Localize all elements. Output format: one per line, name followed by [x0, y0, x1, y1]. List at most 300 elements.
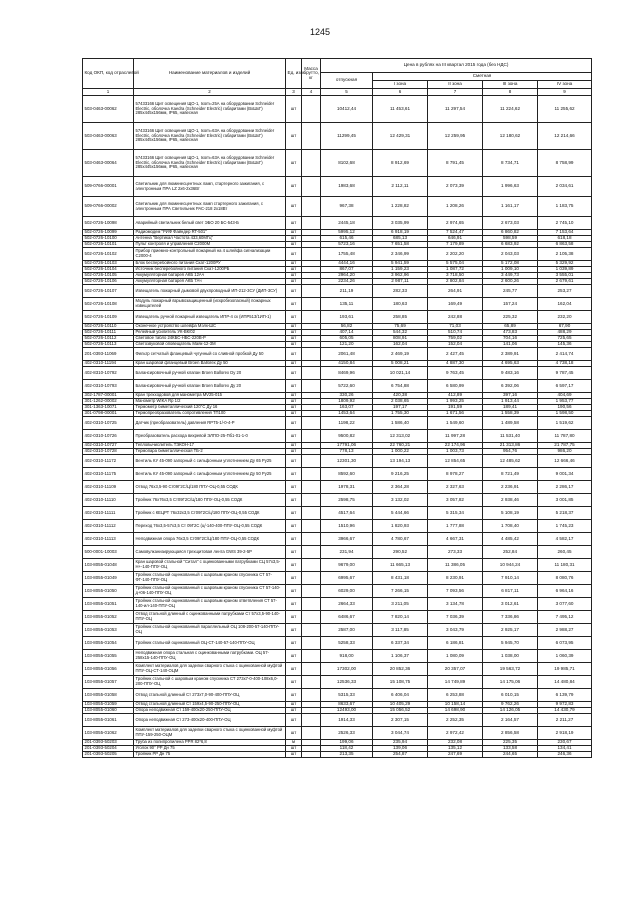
row-name: Оконечное устройство шлейфа Мэлк-ШС	[134, 324, 286, 330]
row-mass	[302, 468, 321, 481]
row-price-release: 2964,20	[321, 273, 373, 279]
table-row	[83, 494, 592, 507]
row-code: 502-0726-10101	[83, 242, 134, 248]
row-name: Тройник с КЕЦРТ 76х32х3,5 Ст09Г2С/ц/180 ППУ-ОЦ-0,55 СОДК	[134, 507, 286, 520]
row-price-zone-3: 6 392,06	[483, 380, 538, 393]
row-price-zone-4: 2 414,74	[538, 348, 592, 361]
row-price-release: 5995,12	[321, 230, 373, 236]
table-row	[83, 752, 592, 758]
row-price-zone-3: 6 683,92	[483, 242, 538, 248]
row-unit: шт	[286, 714, 302, 727]
row-price-release: 10412,44	[321, 96, 373, 123]
row-code: 103-8055-01062	[83, 727, 134, 740]
row-unit: шт	[286, 273, 302, 279]
row-price-zone-2: 22 174,96	[428, 443, 483, 449]
row-code: 402-0310-11113	[83, 533, 134, 546]
row-price-zone-4: 488,29	[538, 330, 592, 336]
row-price-zone-3: 252,84	[483, 546, 538, 559]
row-price-zone-1: 1 159,23	[373, 267, 428, 273]
row-code: 502-0726-10108	[83, 298, 134, 311]
row-unit: шт	[286, 559, 302, 572]
table-row	[83, 430, 592, 443]
row-price-release: 3966,67	[321, 533, 373, 546]
row-name: Отвод 76х3,5-90 Ст09Г2С/Ц/180 ППУ-ОЦ-0,55 СОДК	[134, 481, 286, 494]
row-price-zone-2: 7 179,89	[428, 242, 483, 248]
row-code: 502-0726-10102	[83, 248, 134, 261]
row-price-zone-4: 11 180,31	[538, 559, 592, 572]
row-price-release: 8592,60	[321, 468, 373, 481]
row-mass	[302, 150, 321, 177]
row-mass	[302, 624, 321, 637]
row-mass	[302, 248, 321, 261]
row-price-release: 12493,00	[321, 708, 373, 714]
row-price-zone-2: 7 093,56	[428, 585, 483, 598]
row-price-zone-4: 1 039,89	[538, 267, 592, 273]
row-price-zone-1: 2 112,11	[373, 177, 428, 197]
row-price-zone-1: 8 431,18	[373, 572, 428, 585]
row-name: Кран шаровой фланцевый Broen Ballorex Ду 50	[134, 361, 286, 367]
row-unit: шт	[286, 217, 302, 230]
row-code: 103-8055-01056	[83, 663, 134, 676]
row-price-zone-2: 264,91	[428, 285, 483, 298]
table-row	[83, 546, 592, 559]
row-price-zone-2: 242,88	[428, 311, 483, 324]
row-name: Аварийный светильник белый свет ЭБО 20 БС-543-Б	[134, 217, 286, 230]
row-price-zone-1: 12 313,02	[373, 430, 428, 443]
row-price-release: 2445,18	[321, 217, 373, 230]
row-price-zone-3: 6 860,82	[483, 230, 538, 236]
row-price-release: 4150,84	[321, 361, 373, 367]
row-price-zone-3: 11 224,62	[483, 96, 538, 123]
row-price-zone-3: 2 925,17	[483, 624, 538, 637]
row-price-zone-4: 1 060,39	[538, 650, 592, 663]
row-unit: шт	[286, 746, 302, 752]
row-name: Кран трехходовой для манометра MV25-015	[134, 393, 286, 399]
row-price-release: 2598,75	[321, 494, 373, 507]
col-number: 8	[483, 89, 538, 96]
row-price-zone-3: 10 944,24	[483, 559, 538, 572]
table-row	[83, 689, 592, 702]
row-price-zone-2: 12 259,95	[428, 123, 483, 150]
row-name: Тройник стальной оцинкованный параллельный ОЦ 108-200-57-140-ППУ-ОЦ	[134, 624, 286, 637]
row-price-zone-1: 808,91	[373, 336, 428, 342]
row-mass	[302, 507, 321, 520]
row-name: Термопара биметаллическая ТБ-2	[134, 449, 286, 455]
row-name: Неподвижная опора 76х3,5 Ст09Г2С/Ц/180 ППУ-ОЦ-0,55 СОДК	[134, 533, 286, 546]
row-unit: шт	[286, 285, 302, 298]
col-number: 9	[538, 89, 592, 96]
row-price-release: 6995,67	[321, 572, 373, 585]
row-price-zone-2: 3 043,79	[428, 624, 483, 637]
row-price-zone-4: 260,45	[538, 546, 592, 559]
row-mass	[302, 298, 321, 311]
row-name: Аккумуляторная батарея АКБ 12Ач	[134, 273, 286, 279]
row-price-zone-2: 2 802,84	[428, 279, 483, 285]
row-price-zone-4: 2 211,27	[538, 714, 592, 727]
row-price-zone-4: 6 139,79	[538, 689, 592, 702]
row-price-release: 199,06	[321, 740, 373, 746]
row-name: Световое табло 24КБС-НБС-220В-Р	[134, 336, 286, 342]
row-price-zone-2: 510,74	[428, 330, 483, 336]
row-price-zone-2: 14 749,89	[428, 676, 483, 689]
row-price-zone-3: 1 708,40	[483, 520, 538, 533]
row-price-release: 211,19	[321, 285, 373, 298]
col-number: 7	[428, 89, 483, 96]
row-price-zone-2: 273,33	[428, 546, 483, 559]
row-price-release: 2664,33	[321, 598, 373, 611]
row-mass	[302, 727, 321, 740]
row-price-zone-3: 2 164,57	[483, 714, 538, 727]
row-price-zone-4: 9 972,83	[538, 702, 592, 708]
row-price-zone-2: 1 087,72	[428, 267, 483, 273]
row-price-release: 9500,82	[321, 430, 373, 443]
row-price-zone-3: 3 449,73	[483, 273, 538, 279]
row-unit: шт	[286, 279, 302, 285]
row-price-release: 5722,60	[321, 380, 373, 393]
row-price-zone-3: 21 313,86	[483, 443, 538, 449]
header-name: Наименование материалов и изделий	[134, 59, 286, 89]
row-name: Неподвижная опора стальная с оцинкованными патрубками. ОЦ 57-258х15-140-ППУ-ОЦ	[134, 650, 286, 663]
row-price-zone-3: 2 043,03	[483, 248, 538, 261]
row-price-zone-2: 1 671,56	[428, 411, 483, 417]
row-price-zone-2: 4 667,31	[428, 533, 483, 546]
row-code: 502-0726-10105	[83, 273, 134, 279]
row-price-zone-1: 9 216,25	[373, 468, 428, 481]
row-price-zone-4: 4 582,17	[538, 533, 592, 546]
table-row	[83, 714, 592, 727]
row-name: Комплект материалов для заделки сварного стыка с оцинкованной муфтой ППУ-ОЦ-СТ-140-ОЦМ	[134, 663, 286, 676]
row-price-zone-1: 2 307,15	[373, 714, 428, 727]
row-price-zone-4: 4 738,18	[538, 361, 592, 367]
row-code: 502-0726-10103	[83, 261, 134, 267]
row-price-zone-1: 10 021,14	[373, 367, 428, 380]
row-price-zone-2: 6 186,81	[428, 637, 483, 650]
table-row	[83, 585, 592, 598]
row-price-zone-3: 1 009,10	[483, 267, 538, 273]
row-code: 502-0726-10104	[83, 267, 134, 273]
row-code: 502-0726-10098	[83, 217, 134, 230]
row-mass	[302, 481, 321, 494]
row-unit: шт	[286, 702, 302, 708]
row-unit: шт	[286, 242, 302, 248]
row-unit: шт	[286, 348, 302, 361]
row-price-zone-1: 685,13	[373, 236, 428, 242]
row-price-release: 2234,26	[321, 279, 373, 285]
row-name: Аккумуляторная батарея АКБ 7Ач	[134, 279, 286, 285]
row-name: Труба из полипропилена PPR 82*6,8	[134, 740, 286, 746]
row-price-zone-1: 544,32	[373, 330, 428, 336]
row-price-zone-3: 1 038,00	[483, 650, 538, 663]
row-code: 402-0310-11111	[83, 507, 134, 520]
row-price-zone-2: 646,91	[428, 236, 483, 242]
row-price-zone-4: 21 787,75	[538, 443, 592, 449]
row-unit: шт	[286, 708, 302, 714]
row-name: Светильник для люминесцентных ламп, стартерного зажигания, с электронным ПРА LZ 2х6-2х36Вт	[134, 177, 286, 197]
row-price-release: 231,94	[321, 546, 373, 559]
row-price-zone-4: 6 863,58	[538, 242, 592, 248]
row-mass	[302, 533, 321, 546]
row-price-zone-3: 5 172,08	[483, 261, 538, 267]
row-price-zone-3: 8 734,71	[483, 150, 538, 177]
row-code: 103-8055-01048	[83, 559, 134, 572]
row-price-zone-4: 7 495,12	[538, 611, 592, 624]
row-code: 402-0310-11112	[83, 520, 134, 533]
price-table	[82, 58, 592, 758]
row-price-zone-2: 1 080,09	[428, 650, 483, 663]
row-name: Опора неподвижная Ст 273-400х20-400-ППУ-ОЦ	[134, 714, 286, 727]
row-price-zone-3: 133,58	[483, 746, 538, 752]
row-price-zone-2: 2 327,63	[428, 481, 483, 494]
row-price-zone-4: 2 918,19	[538, 727, 592, 740]
table-row	[83, 727, 592, 740]
row-price-zone-4: 404,69	[538, 393, 592, 399]
row-price-zone-3: 954,76	[483, 449, 538, 455]
row-price-zone-4: 246,36	[538, 752, 592, 758]
row-price-release: 778,13	[321, 449, 373, 455]
row-code: 201-0393-11069	[83, 348, 134, 361]
row-price-zone-4: 8 758,99	[538, 150, 592, 177]
row-price-zone-1: 3 044,74	[373, 727, 428, 740]
table-row	[83, 311, 592, 324]
row-price-zone-3: 244,65	[483, 752, 538, 758]
row-price-zone-1: 12 429,31	[373, 123, 428, 150]
table-body	[83, 96, 592, 758]
row-price-zone-1: 6 337,34	[373, 637, 428, 650]
table-row	[83, 676, 592, 689]
row-price-release: 1983,68	[321, 177, 373, 197]
row-price-zone-1: 11 453,61	[373, 96, 428, 123]
row-unit: шт	[286, 449, 302, 455]
row-price-zone-4: 253,27	[538, 285, 592, 298]
row-name: Прибор приемно-контрольный пожарный на 4 шлейфа сигнализации С2000-4	[134, 248, 286, 261]
row-price-zone-4: 1 953,77	[538, 399, 592, 405]
row-mass	[302, 430, 321, 443]
row-code: 503-0463-00062	[83, 96, 134, 123]
row-price-release: 5315,33	[321, 689, 373, 702]
row-code: 201-0393-50203	[83, 740, 134, 746]
row-price-zone-3: 7 336,86	[483, 611, 538, 624]
row-price-zone-4: 1 745,23	[538, 520, 592, 533]
header-estimate: Сметная	[373, 73, 592, 81]
row-price-release: 5723,16	[321, 242, 373, 248]
table-row	[83, 663, 592, 676]
row-code: 502-0726-10106	[83, 279, 134, 285]
row-unit: шт	[286, 298, 302, 311]
row-unit: шт	[286, 689, 302, 702]
table-row	[83, 217, 592, 230]
row-unit: шт	[286, 405, 302, 411]
row-name: Отвод стальной длинный Ст 159х4,5-90-250-ППУ-ОЦ	[134, 702, 286, 708]
row-price-zone-2: 6 253,88	[428, 689, 483, 702]
row-price-zone-4: 6 073,95	[538, 637, 592, 650]
row-price-release: 967,38	[321, 197, 373, 217]
row-name: Датчик (преобразователь) давления RPT5-1/-0-4-Р	[134, 417, 286, 430]
header-unit: Ед. изм.	[286, 59, 302, 89]
row-price-zone-2: 412,89	[428, 393, 483, 399]
row-code: 502-0726-10109	[83, 311, 134, 324]
row-name: Вентиль КУ 45-090 запорный с сильфонным уплотнением Ду 50 Ру25	[134, 468, 286, 481]
row-price-zone-3: 4 485,42	[483, 533, 538, 546]
row-code: 103-8055-01059	[83, 702, 134, 708]
row-price-zone-3: 6 817,11	[483, 585, 538, 598]
row-mass	[302, 417, 321, 430]
row-price-zone-4: 618,18	[538, 236, 592, 242]
row-price-zone-1: 11 665,13	[373, 559, 428, 572]
row-mass	[302, 663, 321, 676]
row-code: 502-0726-10100	[83, 236, 134, 242]
row-name: 57433166 Щит освещения ЩО-1, Ixom=63А на оборудовании Schneider Electric, оболочка Kaedra (Schneider Electric) габаритами (ВхШхГ) 285х445х156мм, IP65, навесная	[134, 123, 286, 150]
row-price-zone-3: 397,16	[483, 393, 538, 399]
row-price-zone-1: 1 106,37	[373, 650, 428, 663]
row-code: 402-0310-11172	[83, 455, 134, 468]
row-price-zone-1: 6 754,88	[373, 380, 428, 393]
row-price-zone-1: 8 912,69	[373, 150, 428, 177]
table-row	[83, 177, 592, 197]
row-name: Комплект материалов для заделки сварного стыка с оцинкованной муфтой ППУ-159-250-ОЦМ	[134, 727, 286, 740]
row-price-zone-2: 20 357,07	[428, 663, 483, 676]
row-price-zone-3: 2 236,91	[483, 481, 538, 494]
row-name: Термометр биметаллический 120°С Ду 16	[134, 405, 286, 411]
row-code: 201-0393-50205	[83, 752, 134, 758]
row-code: 402-0310-10793	[83, 380, 134, 393]
row-mass	[302, 752, 321, 758]
row-price-release: 213,35	[321, 752, 373, 758]
row-price-zone-4: 9 787,45	[538, 367, 592, 380]
row-price-zone-2: 8 978,27	[428, 468, 483, 481]
row-price-release: 163,07	[321, 405, 373, 411]
row-mass	[302, 494, 321, 507]
row-name: Опора неподвижная Ст 159-400х20-250-ППУ-ОЦ	[134, 708, 286, 714]
row-price-zone-3: 157,24	[483, 298, 538, 311]
row-code: 103-8055-01061	[83, 714, 134, 727]
row-unit: шт	[286, 663, 302, 676]
row-price-release: 5258,33	[321, 637, 373, 650]
row-code: 502-0726-10111	[83, 330, 134, 336]
row-price-zone-1: 13 194,13	[373, 455, 428, 468]
header-release: отпускная	[321, 73, 373, 89]
row-code: 402-0310-10727	[83, 443, 134, 449]
row-name: 57433166 Щит освещения ЩО-1, Ixom=63А на оборудовании Schneider Electric, оболочка Kaedra (Schneider Electric) габаритами (ВхШхГ) 285х445х156мм, IP65, навесная	[134, 150, 286, 177]
row-price-zone-4: 9 001,34	[538, 468, 592, 481]
row-price-zone-4: 3 001,85	[538, 494, 592, 507]
row-price-zone-1: 7 820,14	[373, 611, 428, 624]
table-row	[83, 248, 592, 261]
row-price-zone-3: 598,59	[483, 236, 538, 242]
row-price-release: 6029,00	[321, 585, 373, 598]
table-row	[83, 285, 592, 298]
row-code: 502-0726-10107	[83, 285, 134, 298]
row-unit: шт	[286, 311, 302, 324]
col-number: 5	[321, 89, 373, 96]
row-price-zone-4: 12 666,46	[538, 455, 592, 468]
row-name: Источник бесперебойного питания Скат-1200РБ	[134, 267, 286, 273]
row-price-zone-3: 473,83	[483, 330, 538, 336]
row-price-zone-4: 19 985,71	[538, 663, 592, 676]
row-unit: шт	[286, 572, 302, 585]
row-unit: шт	[286, 585, 302, 598]
row-price-zone-3: 1 913,44	[483, 399, 538, 405]
row-mass	[302, 546, 321, 559]
row-price-zone-3: 1 996,63	[483, 177, 538, 197]
row-name: Отвод стальной длинный Ст 273х7,0-90-400-ППУ-ОЦ	[134, 689, 286, 702]
row-price-zone-2: 1 549,60	[428, 417, 483, 430]
row-name: Отвод стальной длинный с оцинкованными патрубками Ст 57х3,5-90-140-ППУ-ОЦ	[134, 611, 286, 624]
row-price-zone-1: 2 364,28	[373, 481, 428, 494]
header-zone-1: I зона	[373, 81, 428, 89]
table-row	[83, 380, 592, 393]
row-price-zone-1: 2 469,19	[373, 348, 428, 361]
row-unit: шт	[286, 637, 302, 650]
row-price-zone-1: 162,04	[373, 342, 428, 348]
row-price-release: 330,26	[321, 393, 373, 399]
row-unit: шт	[286, 150, 302, 177]
row-name: Модуль пожарный взрывозащищенный (искробезопасный) пожарных извещателей	[134, 298, 286, 311]
row-name: Вентиль КУ 45-090 запорный с сильфонным уплотнением Ду 65 Ру25	[134, 455, 286, 468]
row-price-zone-2: 232,08	[428, 740, 483, 746]
row-unit: шт	[286, 520, 302, 533]
row-price-zone-2: 11 386,05	[428, 559, 483, 572]
table-row	[83, 367, 592, 380]
row-unit: шт	[286, 261, 302, 267]
row-code: 301-1363-10071	[83, 405, 134, 411]
row-unit: шт	[286, 481, 302, 494]
row-price-zone-1: 2 346,99	[373, 248, 428, 261]
row-price-zone-4: 2 679,61	[538, 279, 592, 285]
row-mass	[302, 650, 321, 663]
row-unit: шт	[286, 611, 302, 624]
table-row	[83, 150, 592, 177]
row-price-zone-1: 6 406,04	[373, 689, 428, 702]
row-price-zone-2: 1 208,26	[428, 197, 483, 217]
row-price-zone-4: 12 214,66	[538, 123, 592, 150]
row-price-zone-1: 1 000,22	[373, 449, 428, 455]
row-code: 301-1262-00002	[83, 399, 134, 405]
row-name: Кран шаровой стальной "Ситал" с оцинкованными патрубками СЦ 57х3,5-Н+-140-ППУ-ОЦ	[134, 559, 286, 572]
row-price-release: 193,61	[321, 311, 373, 324]
row-code: 103-8055-01055	[83, 650, 134, 663]
row-price-release: 135,11	[321, 298, 373, 311]
row-price-release: 12536,33	[321, 676, 373, 689]
row-price-release: 605,05	[321, 336, 373, 342]
row-price-zone-2: 2 974,65	[428, 217, 483, 230]
row-price-zone-2: 3 718,50	[428, 273, 483, 279]
row-price-zone-1: 3 962,96	[373, 273, 428, 279]
row-unit: шт	[286, 411, 302, 417]
row-price-zone-3: 189,41	[483, 405, 538, 411]
row-price-zone-3: 245,77	[483, 285, 538, 298]
row-price-zone-4: 14 480,84	[538, 676, 592, 689]
row-price-zone-1: 1 586,40	[373, 417, 428, 430]
row-price-zone-3: 7 910,14	[483, 572, 538, 585]
row-price-zone-3: 4 695,63	[483, 361, 538, 367]
row-price-zone-2: 71,03	[428, 324, 483, 330]
row-price-zone-4: 725,65	[538, 336, 592, 342]
row-unit: шт	[286, 96, 302, 123]
row-unit: шт	[286, 494, 302, 507]
row-price-zone-1: 1 755,30	[373, 411, 428, 417]
row-price-zone-3: 9 762,26	[483, 702, 538, 708]
row-name: Тройник РР Дн 75	[134, 752, 286, 758]
row-price-zone-1: 290,52	[373, 546, 428, 559]
row-code: 503-0463-00063	[83, 123, 134, 150]
row-price-zone-4: 2 105,38	[538, 248, 592, 261]
row-price-zone-2: 11 297,54	[428, 96, 483, 123]
table-row	[83, 650, 592, 663]
header-code: Код ОКП, код отраслевой	[83, 59, 134, 89]
row-price-release: 6486,67	[321, 611, 373, 624]
row-code: 402-0310-11109	[83, 481, 134, 494]
row-price-zone-2: 1 003,73	[428, 449, 483, 455]
